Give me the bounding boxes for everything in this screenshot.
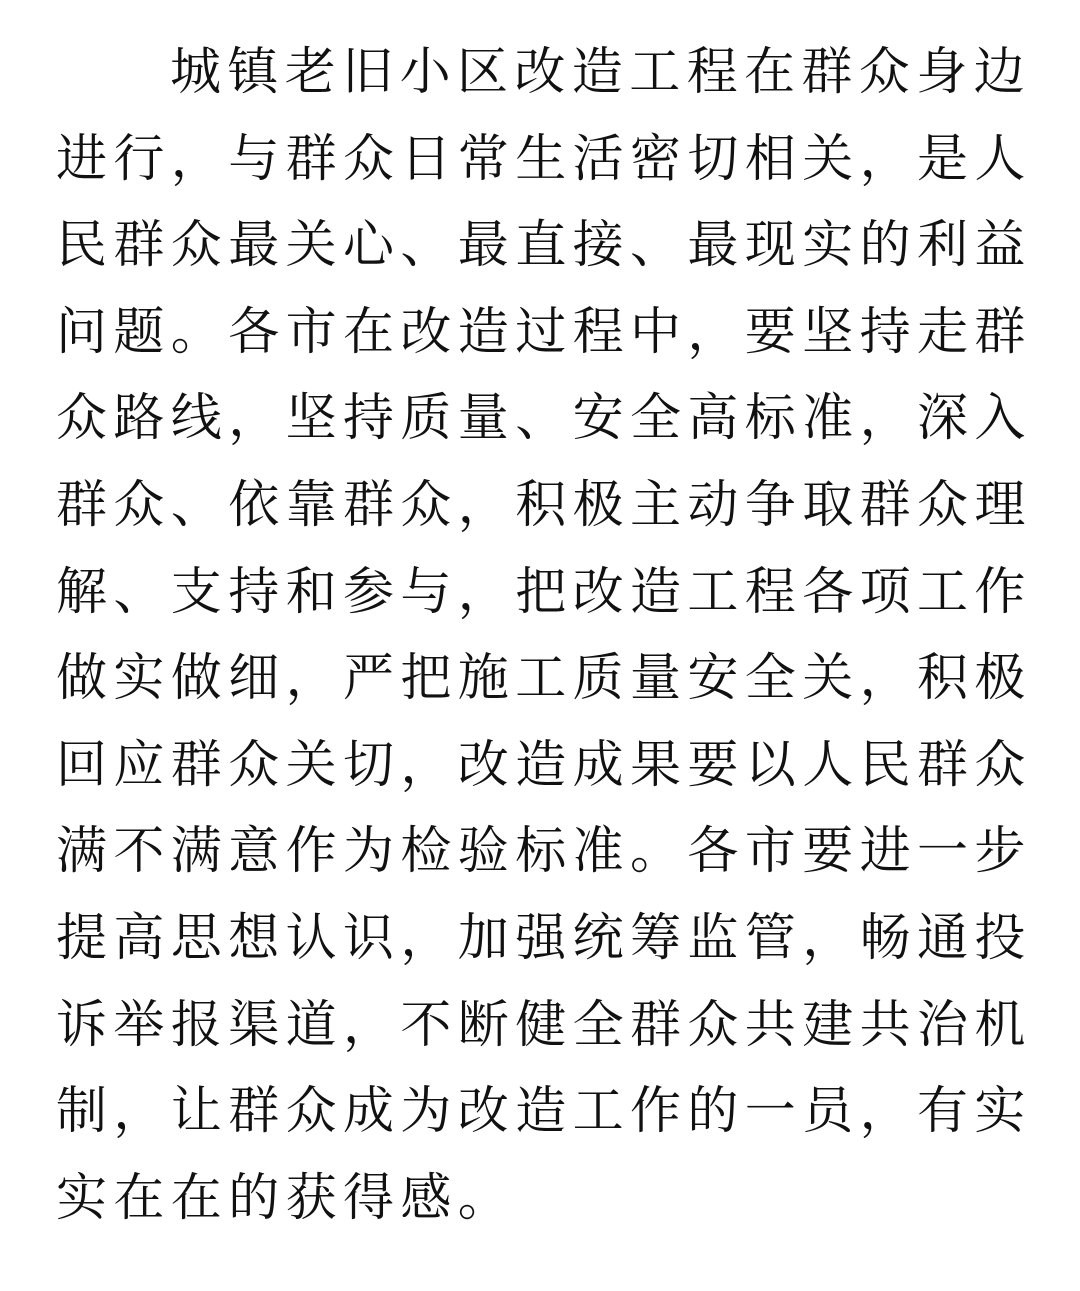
paragraph-line: 进行，与群众日常生活密切相关，是人 (56, 129, 1032, 189)
paragraph-line: 群众、依靠群众，积极主动争取群众理 (56, 475, 1032, 535)
paragraph-line: 做实做细，严把施工质量安全关，积极 (56, 649, 1032, 709)
paragraph-line: 民群众最关心、最直接、最现实的利益 (56, 216, 1032, 276)
paragraph-line: 满不满意作为检验标准。各市要进一步 (56, 822, 1032, 882)
paragraph-line: 众路线，坚持质量、安全高标准，深入 (56, 389, 1032, 449)
paragraph-line: 解、支持和参与，把改造工程各项工作 (56, 562, 1032, 622)
paragraph-line: 城镇老旧小区改造工程在群众身边 (170, 43, 1032, 102)
body-paragraph (56, 30, 1036, 1242)
paragraph-line: 提高思想认识，加强统筹监管，畅通投 (56, 908, 1032, 968)
paragraph-line: 回应群众关切，改造成果要以人民群众 (56, 735, 1032, 795)
paragraph-line: 制，让群众成为改造工作的一员，有实 (56, 1082, 1032, 1142)
paragraph-line: 问题。各市在改造过程中，要坚持走群 (56, 302, 1032, 362)
paragraph-line: 实在在的获得感。 (56, 1168, 516, 1228)
paragraph-line: 诉举报渠道，不断健全群众共建共治机 (56, 995, 1032, 1055)
